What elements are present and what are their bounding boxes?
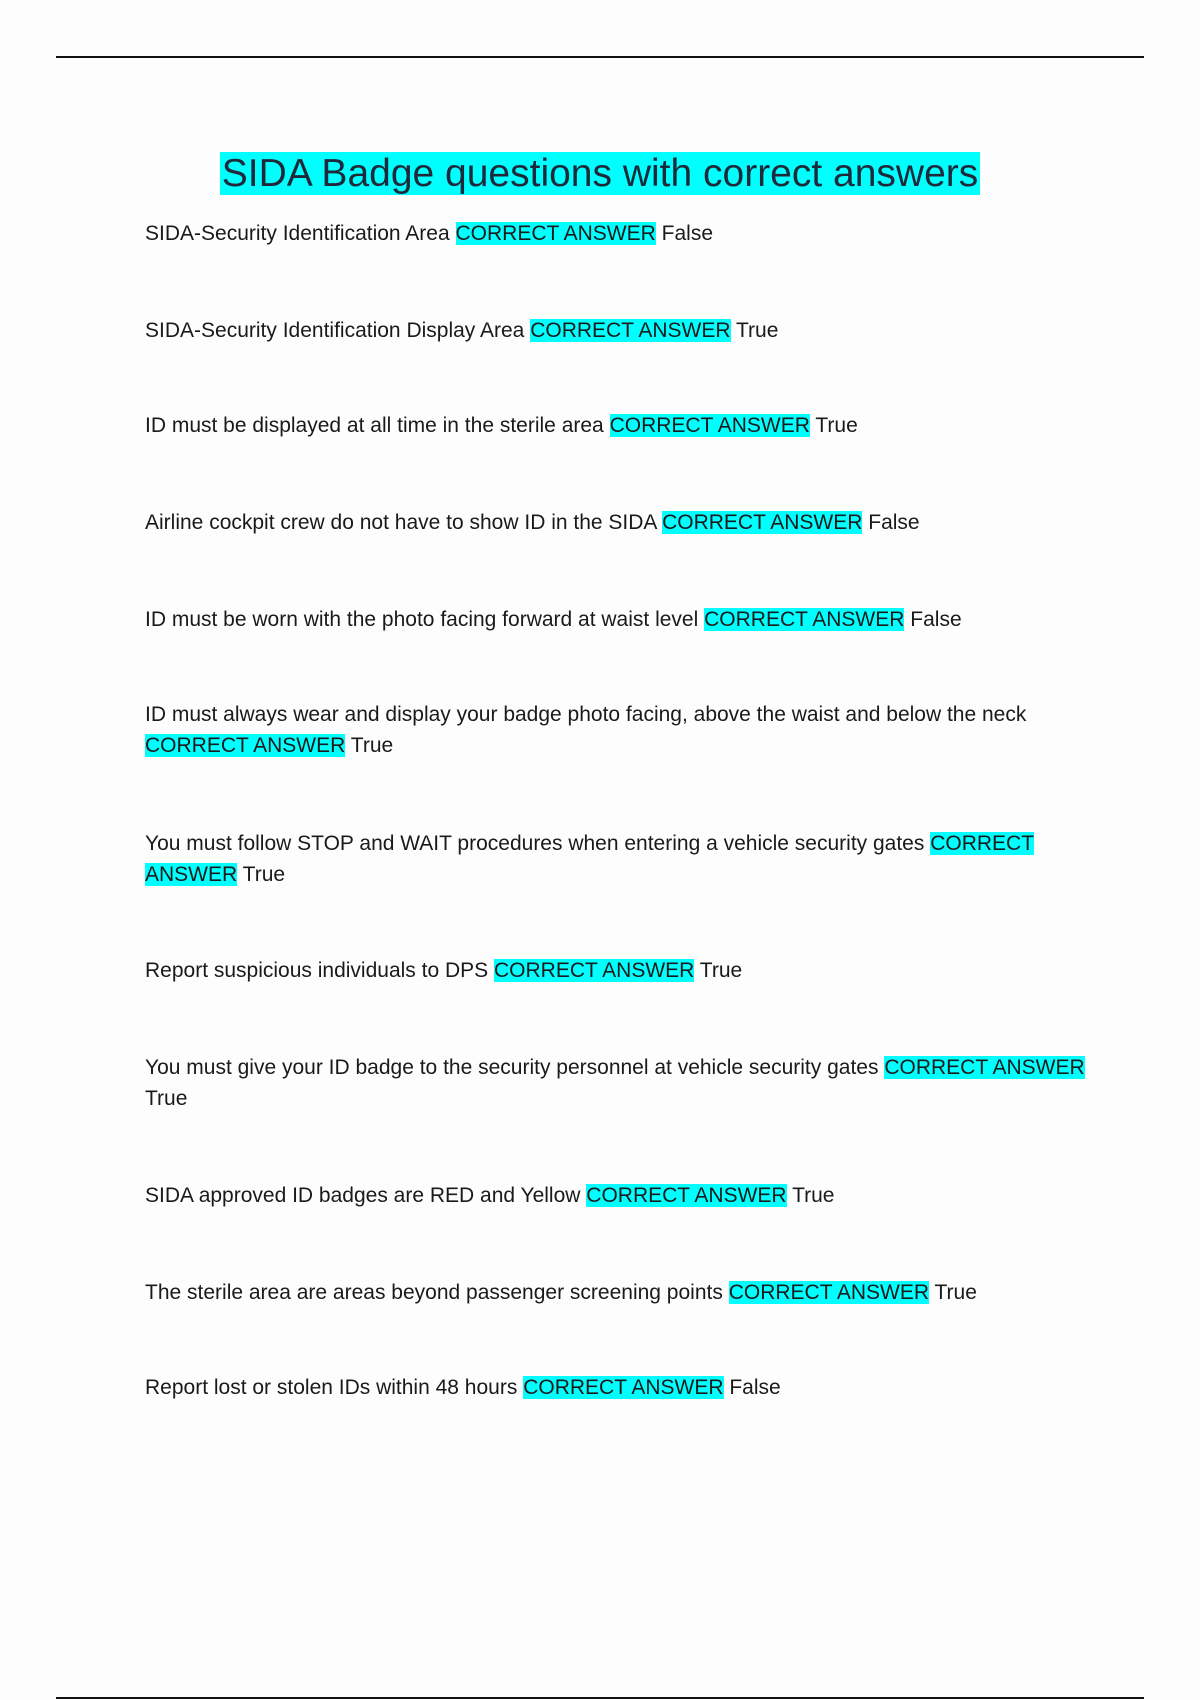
question-text: ID must be displayed at all time in the sterile area [145,414,604,437]
correct-answer-marker: CORRECT ANSWER [145,734,346,757]
question-text: You must give your ID badge to the security personnel at vehicle security gates [145,1056,879,1079]
answer-text: True [145,1087,188,1110]
question-text: SIDA approved ID badges are RED and Yellow [145,1184,581,1207]
answer-text: True [242,863,286,886]
bottom-rule [56,1697,1144,1699]
qa-item [145,1277,1085,1308]
qa-item [145,1372,1085,1403]
answer-text: False [729,1376,781,1399]
correct-answer-marker: CORRECT ANSWER [728,1281,930,1304]
correct-answer-marker: CORRECT ANSWER [145,832,1035,886]
correct-answer-marker: CORRECT ANSWER [530,319,731,342]
correct-answer-marker: CORRECT ANSWER [662,511,863,534]
correct-answer-marker: CORRECT ANSWER [494,959,695,982]
correct-answer-marker: CORRECT ANSWER [455,222,656,245]
question-text: Airline cockpit crew do not have to show ID in the SIDA [145,511,657,534]
question-text: Report suspicious individuals to DPS [145,959,489,982]
question-text: You must follow STOP and WAIT procedures when entering a vehicle security gates [145,832,925,855]
correct-answer-marker: CORRECT ANSWER [704,608,905,631]
qa-item [145,507,1085,538]
correct-answer-marker: CORRECT ANSWER [884,1056,1085,1079]
qa-item [145,1052,1085,1114]
correct-answer-marker: CORRECT ANSWER [609,414,810,437]
qa-item [145,955,1085,986]
answer-text: True [735,319,779,342]
question-text: SIDA-Security Identification Area [145,222,450,245]
correct-answer-marker: CORRECT ANSWER [586,1184,787,1207]
qa-item [145,315,1085,346]
top-rule [56,56,1144,58]
question-text: The sterile area are areas beyond passenger screening points [145,1281,723,1304]
answer-text: True [934,1281,977,1304]
answer-text: False [868,511,920,534]
qa-item [145,699,1085,761]
question-text: SIDA-Security Identification Display Area [145,319,525,342]
answer-text: False [661,222,714,245]
answer-text: True [792,1184,835,1207]
answer-text: True [699,959,743,982]
question-text: ID must be worn with the photo facing forward at waist level [145,608,699,631]
qa-item [145,828,1085,890]
question-text: Report lost or stolen IDs within 48 hours [145,1376,518,1399]
qa-item [145,604,1085,635]
qa-item [145,218,1085,249]
answer-text: True [815,414,858,437]
question-text: ID must always wear and display your badge photo facing, above the waist and below the neck [145,703,1027,726]
answer-text: False [910,608,962,631]
correct-answer-marker: CORRECT ANSWER [523,1376,724,1399]
document-title [0,148,1200,200]
answer-text: True [350,734,394,757]
qa-item [145,410,1085,441]
qa-item [145,1180,1085,1211]
title-highlight: SIDA Badge questions with correct answers [221,152,979,195]
